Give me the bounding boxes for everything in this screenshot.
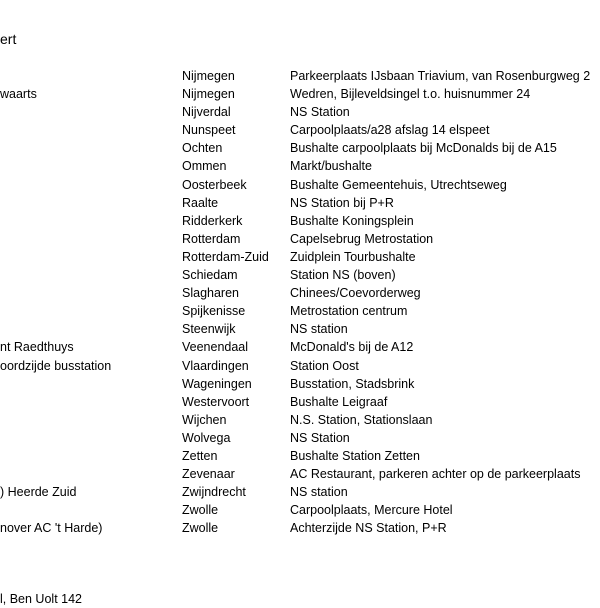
table-row (0, 176, 600, 194)
location-cell: Carpoolplaats, Mercure Hotel (290, 503, 453, 518)
location-cell: Bushalte Gemeentehuis, Utrechtseweg (290, 177, 507, 192)
location-cell: Capelsebrug Metrostation (290, 231, 434, 246)
table-row (0, 519, 600, 537)
table-row (0, 121, 600, 139)
city-cell: Oosterbeek (182, 177, 247, 192)
location-cell: Markt/bushalte (290, 159, 372, 174)
table-row (0, 248, 600, 266)
pickup-locations-table (0, 67, 600, 537)
city-cell: Ridderkerk (182, 213, 243, 228)
table-row (0, 465, 600, 483)
left-cell: nover AC 't Harde) (0, 521, 103, 536)
city-cell: Nunspeet (182, 123, 236, 138)
location-cell: Bushalte Koningsplein (290, 213, 414, 228)
location-cell: NS station (290, 485, 348, 500)
location-cell: Station Oost (290, 358, 359, 373)
footer-fragment: l, Ben Uolt 142 (0, 592, 82, 606)
city-cell: Zetten (182, 448, 218, 463)
location-cell: Station NS (boven) (290, 268, 396, 283)
location-cell: Bushalte carpoolplaats bij McDonalds bij de A15 (290, 141, 557, 156)
city-cell: Westervoort (182, 394, 250, 409)
location-cell: AC Restaurant, parkeren achter op de parkeerplaats (290, 467, 581, 482)
city-cell: Zwolle (182, 521, 219, 536)
city-cell: Veenendaal (182, 340, 249, 355)
city-cell: Zevenaar (182, 467, 235, 482)
table-row (0, 429, 600, 447)
city-cell: Wageningen (182, 376, 252, 391)
table-row (0, 411, 600, 429)
table-row (0, 393, 600, 411)
table-row (0, 103, 600, 121)
table-row (0, 501, 600, 519)
city-cell: Wijchen (182, 412, 227, 427)
left-cell: ) Heerde Zuid (0, 485, 77, 500)
left-cell: nt Raedthuys (0, 340, 74, 355)
table-row (0, 447, 600, 465)
table-row (0, 212, 600, 230)
location-cell: NS Station bij P+R (290, 195, 394, 210)
table-row (0, 338, 600, 356)
location-cell: NS Station (290, 105, 350, 120)
city-cell: Spijkenisse (182, 304, 246, 319)
table-row (0, 67, 600, 85)
location-cell: NS Station (290, 430, 350, 445)
table-row (0, 157, 600, 175)
table-row (0, 320, 600, 338)
city-cell: Nijverdal (182, 105, 231, 120)
city-cell: Zwolle (182, 503, 219, 518)
table-row (0, 139, 600, 157)
city-cell: Rotterdam-Zuid (182, 249, 269, 264)
location-cell: Achterzijde NS Station, P+R (290, 521, 447, 536)
table-row (0, 357, 600, 375)
city-cell: Nijmegen (182, 69, 235, 83)
table-row (0, 266, 600, 284)
document-title: ert (0, 31, 17, 47)
city-cell: Rotterdam (182, 231, 241, 246)
location-cell: Bushalte Leigraaf (290, 394, 388, 409)
table-row (0, 375, 600, 393)
location-cell: Carpoolplaats/a28 afslag 14 elspeet (290, 123, 490, 138)
left-cell: oordzijde busstation (0, 358, 112, 373)
city-cell: Steenwijk (182, 322, 236, 337)
location-cell: McDonald's bij de A12 (290, 340, 414, 355)
table-row (0, 194, 600, 212)
city-cell: Raalte (182, 195, 219, 210)
table-row (0, 483, 600, 501)
city-cell: Ommen (182, 159, 227, 174)
location-cell: Bushalte Station Zetten (290, 448, 420, 463)
table-row (0, 230, 600, 248)
city-cell: Slagharen (182, 286, 239, 301)
city-cell: Nijmegen (182, 87, 235, 102)
location-cell: Chinees/Coevorderweg (290, 286, 421, 301)
location-cell: Metrostation centrum (290, 304, 408, 319)
location-cell: Wedren, Bijleveldsingel t.o. huisnummer 24 (290, 87, 531, 102)
city-cell: Zwijndrecht (182, 485, 246, 500)
city-cell: Vlaardingen (182, 358, 249, 373)
city-cell: Schiedam (182, 268, 238, 283)
table-row (0, 302, 600, 320)
table-row (0, 85, 600, 103)
city-cell: Ochten (182, 141, 223, 156)
city-cell: Wolvega (182, 430, 231, 445)
location-cell: Zuidplein Tourbushalte (290, 249, 416, 264)
table-row (0, 284, 600, 302)
location-cell: Busstation, Stadsbrink (290, 376, 415, 391)
location-cell: Parkeerplaats IJsbaan Triavium, van Rosenburgweg 2 (290, 69, 591, 83)
location-cell: NS station (290, 322, 348, 337)
left-cell: waarts (0, 87, 37, 102)
location-cell: N.S. Station, Stationslaan (290, 412, 433, 427)
